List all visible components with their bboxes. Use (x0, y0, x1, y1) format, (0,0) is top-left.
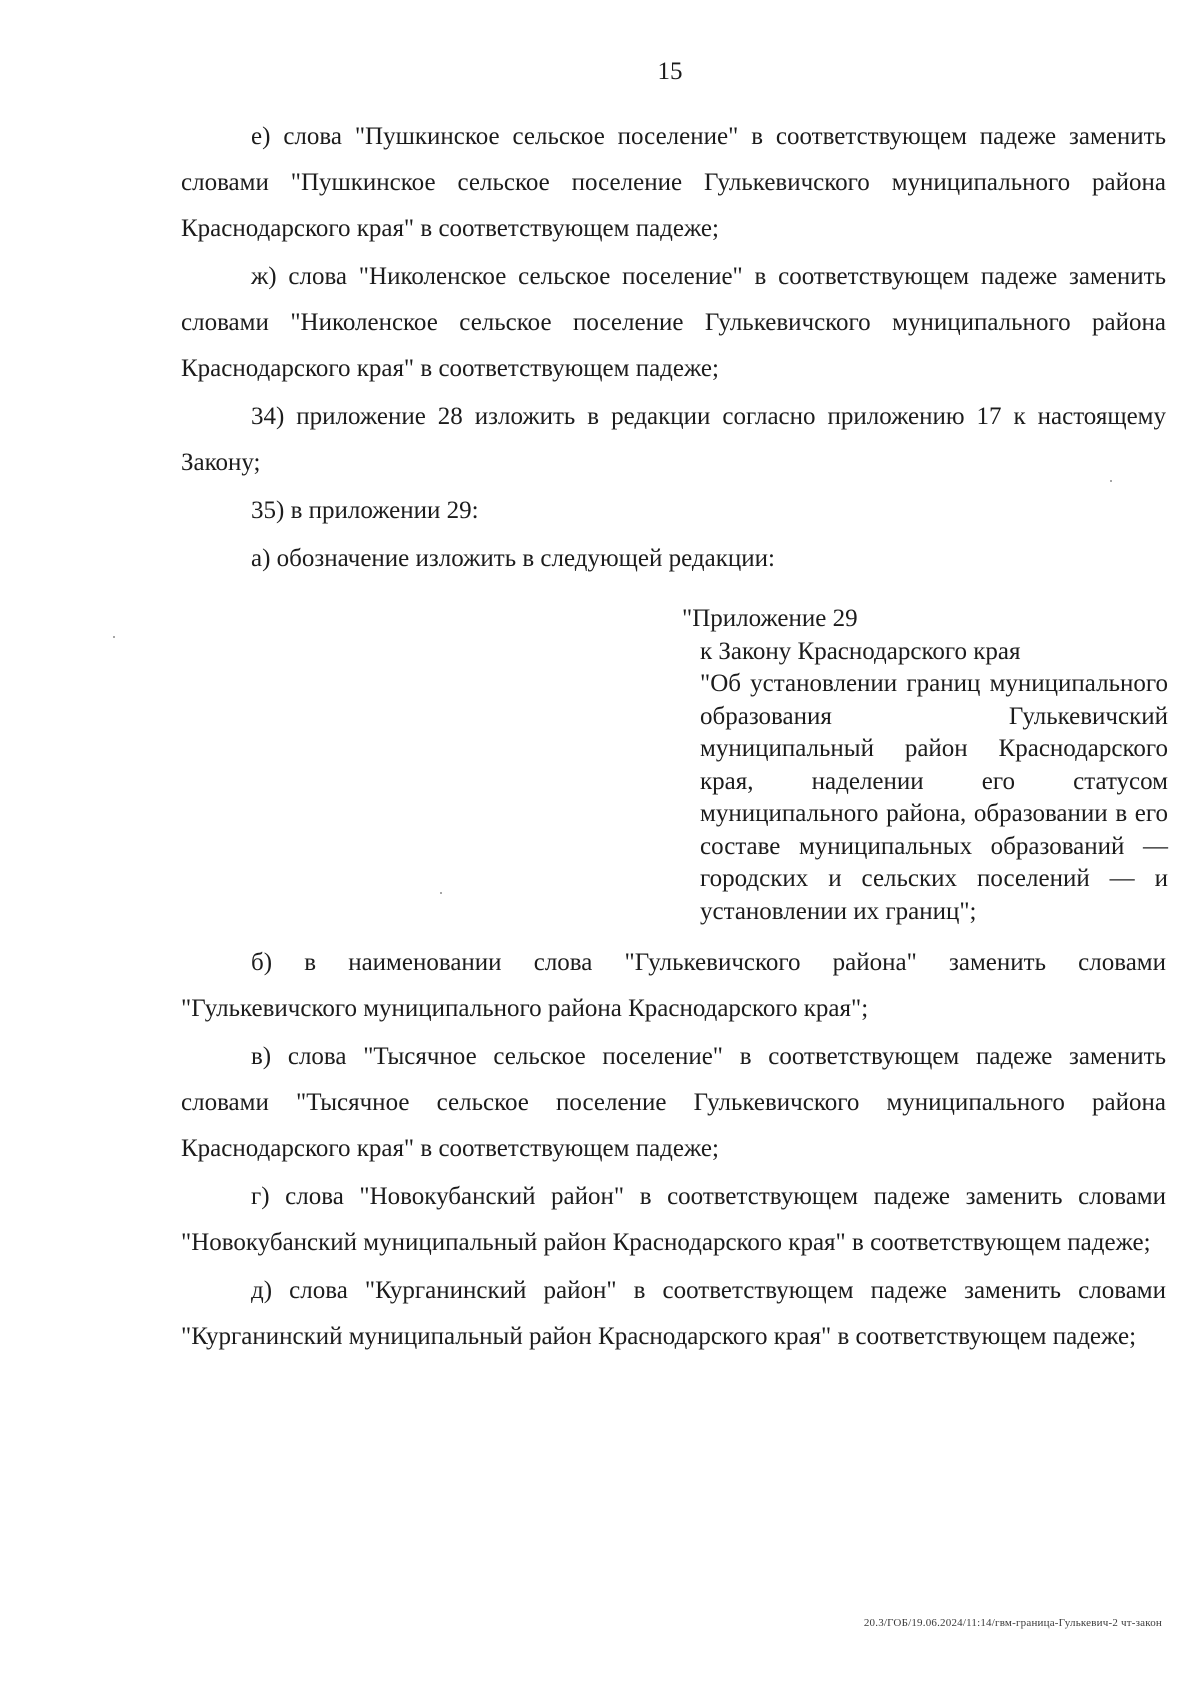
paragraph-d: д) слова "Курганинский район" в соответствующем падеже заменить словами "Курганинский муниципальный район Краснодарского края" в соответствующем падеже; (181, 1277, 1166, 1350)
document-footer-code: 20.3/ГОБ/19.06.2024/11:14/гвм-граница-Гулькевич-2 чт-закон (863, 1617, 1162, 1629)
page-number: 15 (657, 58, 683, 85)
body-text-bottom (181, 940, 1166, 1362)
body-text-top (181, 114, 1166, 584)
appendix-law-reference: к Закону Краснодарского края (700, 637, 1021, 665)
paragraph-g: г) слова "Новокубанский район" в соответствующем падеже заменить словами "Новокубанский муниципальный район Краснодарского края" в соответствующем падеже; (181, 1183, 1166, 1256)
appendix-title: "Приложение 29 (682, 605, 858, 632)
paragraph-35: 35) в приложении 29: (251, 497, 479, 524)
appendix-law-name: "Об установлении границ муниципального образования Гулькевичский муниципальный район Краснодарского края, наделении его статусом муниципального района, образовании в его составе муниципальных образований — городских и сельских поселений — и установлении их границ"; (700, 670, 1168, 925)
paragraph-a: а) обозначение изложить в следующей редакции: (251, 545, 775, 572)
scan-speck (440, 892, 442, 894)
scan-speck (113, 636, 115, 638)
paragraph-e: е) слова "Пушкинское сельское поселение" в соответствующем падеже заменить словами "Пушкинское сельское поселение Гулькевичского муниципального района Краснодарского края" в соответствующем падеже; (181, 123, 1166, 242)
scan-speck (1110, 480, 1112, 482)
paragraph-v: в) слова "Тысячное сельское поселение" в соответствующем падеже заменить словами "Тысячное сельское поселение Гулькевичского муниципального района Краснодарского края" в соответствующем падеже; (181, 1043, 1166, 1162)
paragraph-zh: ж) слова "Николенское сельское поселение" в соответствующем падеже заменить словами "Николенское сельское поселение Гулькевичского муниципального района Краснодарского края" в соответствующем падеже; (181, 263, 1166, 382)
paragraph-34: 34) приложение 28 изложить в редакции согласно приложению 17 к настоящему Закону; (181, 403, 1166, 476)
paragraph-b: б) в наименовании слова "Гулькевичского района" заменить словами "Гулькевичского муниципального района Краснодарского края"; (181, 949, 1166, 1022)
appendix-designation (682, 603, 1168, 928)
